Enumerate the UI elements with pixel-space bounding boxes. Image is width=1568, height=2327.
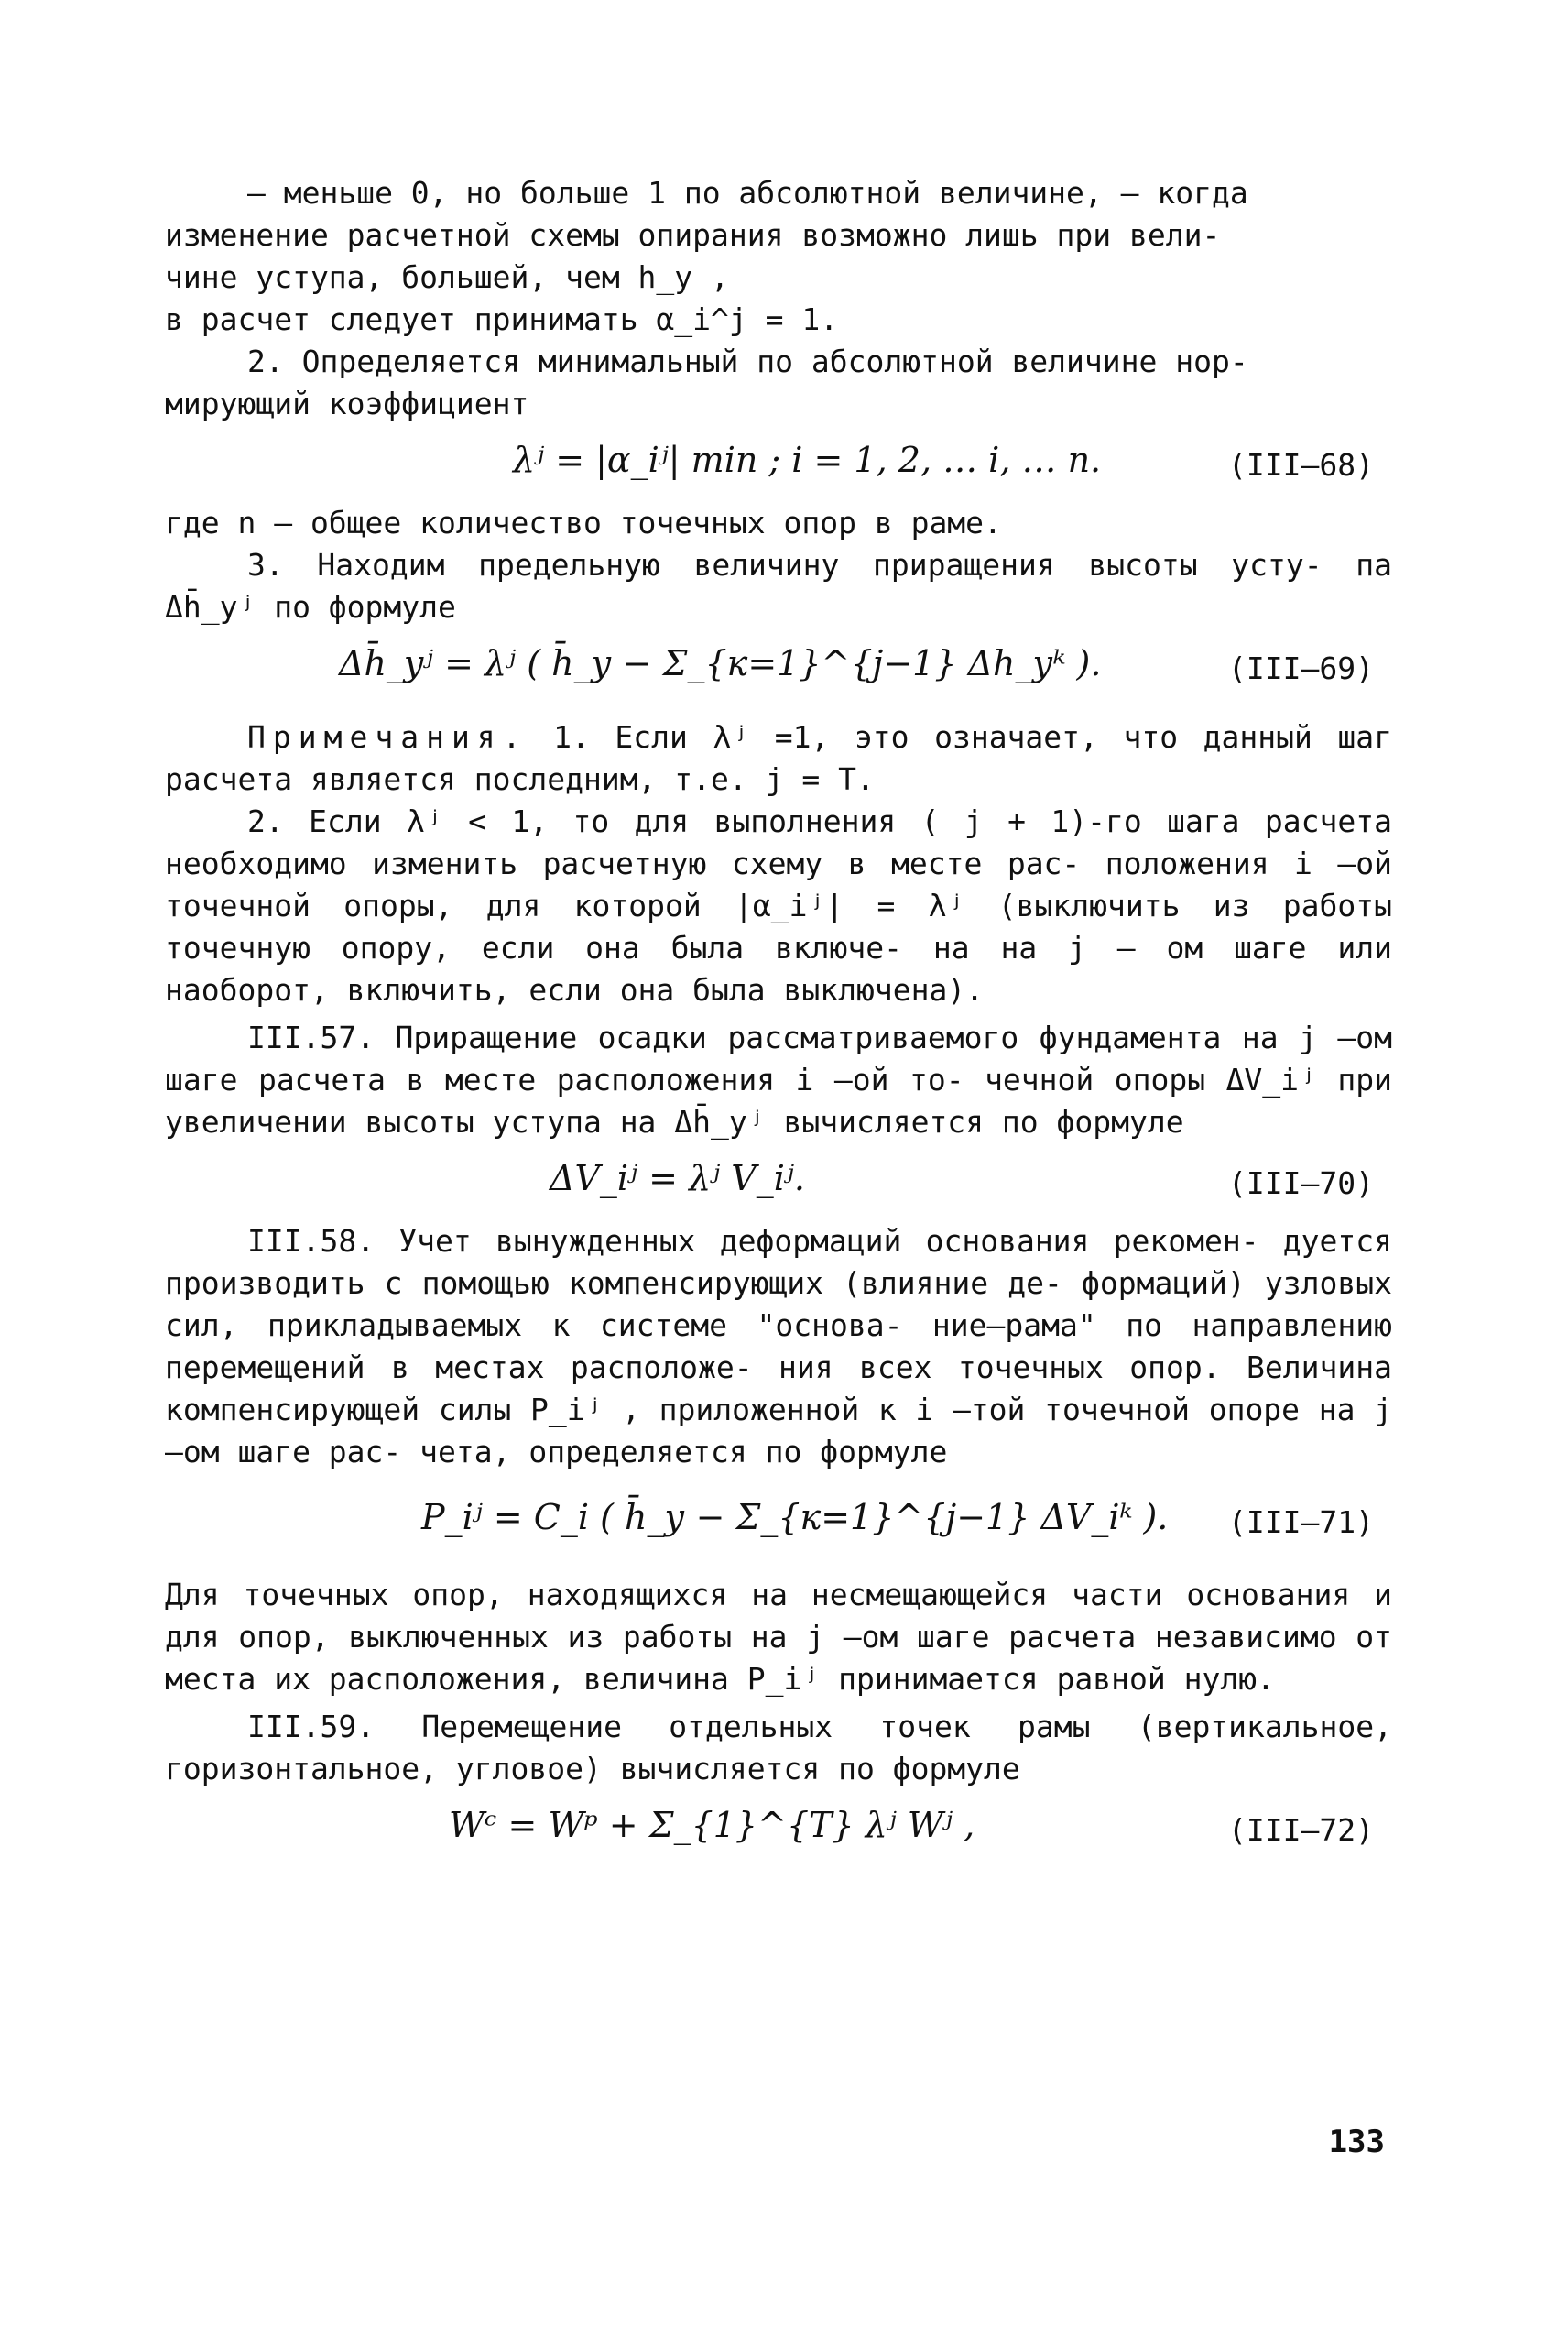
equation-number: (III–68): [1228, 447, 1374, 483]
equation-III-68: [165, 425, 1392, 502]
paragraph-III-58: III.58. Учет вынужденных деформаций основания рекомен- дуется производить с помощью компенсирующих (влияние де- формаций) узловых сил, прикладываемых к системе "основа- ние–рама" по направлению перемещений в местах расположе- ния всех точечных опор. Величина компенсирующей силы P_iʲ , приложенной к i –той точечной опоре на j –ом шаге рас- чета, определяется по формуле: [165, 1223, 1392, 1469]
note-2: 2. Если λʲ < 1, то для выполнения ( j + 1)-го шага расчета необходимо изменить расчетную схему в месте рас- положения i –ой точечной опоры, для которой |α_iʲ| = λʲ (выключить из работы точечную опору, если она была включе- на на j – ом шаге или наоборот, включить, если она была выключена).: [165, 803, 1392, 1008]
equation-number: (III–69): [1228, 650, 1374, 686]
equation-III-69: [165, 628, 1392, 716]
line-4: в расчет следует принимать α_i^j = 1.: [165, 301, 839, 337]
paragraph-III-59: III.59. Перемещение отдельных точек рамы (вертикальное, горизонтальное, угловое) вычисляется по формуле: [165, 1709, 1392, 1786]
paragraph-3: 3. Находим предельную величину приращения высоты усту- па Δh̄_уʲ по формуле: [165, 547, 1392, 625]
line-3: чине уступа, большей, чем h_у ,: [165, 259, 729, 295]
line-5: 2. Определяется минимальный по абсолютной величине нор-: [247, 344, 1248, 379]
equation-III-70: [165, 1143, 1392, 1220]
equation-number: (III–71): [1228, 1504, 1374, 1540]
equation-number: (III–70): [1228, 1165, 1374, 1201]
line-2: изменение расчетной схемы опирания возможно лишь при вели-: [165, 217, 1221, 253]
note-1-text: 1. Если λʲ =1, это означает, что данный шаг расчета является последним, т.е. j = T.: [165, 719, 1393, 797]
equation-III-71: [165, 1473, 1392, 1574]
equation-body: λʲ = |α_iʲ| min ; i = 1, 2, … i, … n.: [513, 440, 1102, 480]
line-6: мирующий коэффициент: [165, 386, 529, 421]
paragraph-III-57: III.57. Приращение осадки рассматриваемого фундамента на j –ом шаге расчета в месте расположения i –ой то- чечной опоры ΔV_iʲ при увеличении высоты уступа на Δh̄_уʲ вычисляется по формуле: [165, 1020, 1392, 1140]
note-1: [165, 716, 1392, 801]
line-1: – меньше 0, но больше 1 по абсолютной величине, – когда: [247, 175, 1248, 211]
equation-body: P_iʲ = C_i ( h̄_у − Σ_{к=1}^{j−1} ΔV_iᵏ ).: [421, 1497, 1169, 1537]
where-line: где n – общее количество точечных опор в раме.: [165, 505, 1002, 541]
equation-body: Wᶜ = Wᵖ + Σ_{1}^{T} λʲ Wʲ ,: [449, 1805, 975, 1845]
page-number: 133: [1328, 2124, 1385, 2160]
equation-number: (III–72): [1228, 1812, 1374, 1848]
paragraph-zero-force: Для точечных опор, находящихся на несмещающейся части основания и для опор, выключенных из работы на j –ом шаге расчета независимо от места их расположения, величина P_iʲ принимается равной нулю.: [165, 1577, 1392, 1697]
note-label: Примечания.: [247, 719, 528, 755]
equation-body: ΔV_iʲ = λʲ V_iʲ.: [550, 1158, 805, 1198]
equation-III-72: [165, 1790, 1392, 1878]
text-body: [165, 172, 1392, 1878]
equation-body: Δh̄_уʲ = λʲ ( h̄_у − Σ_{к=1}^{j−1} Δh_уᵏ ).: [339, 643, 1102, 683]
